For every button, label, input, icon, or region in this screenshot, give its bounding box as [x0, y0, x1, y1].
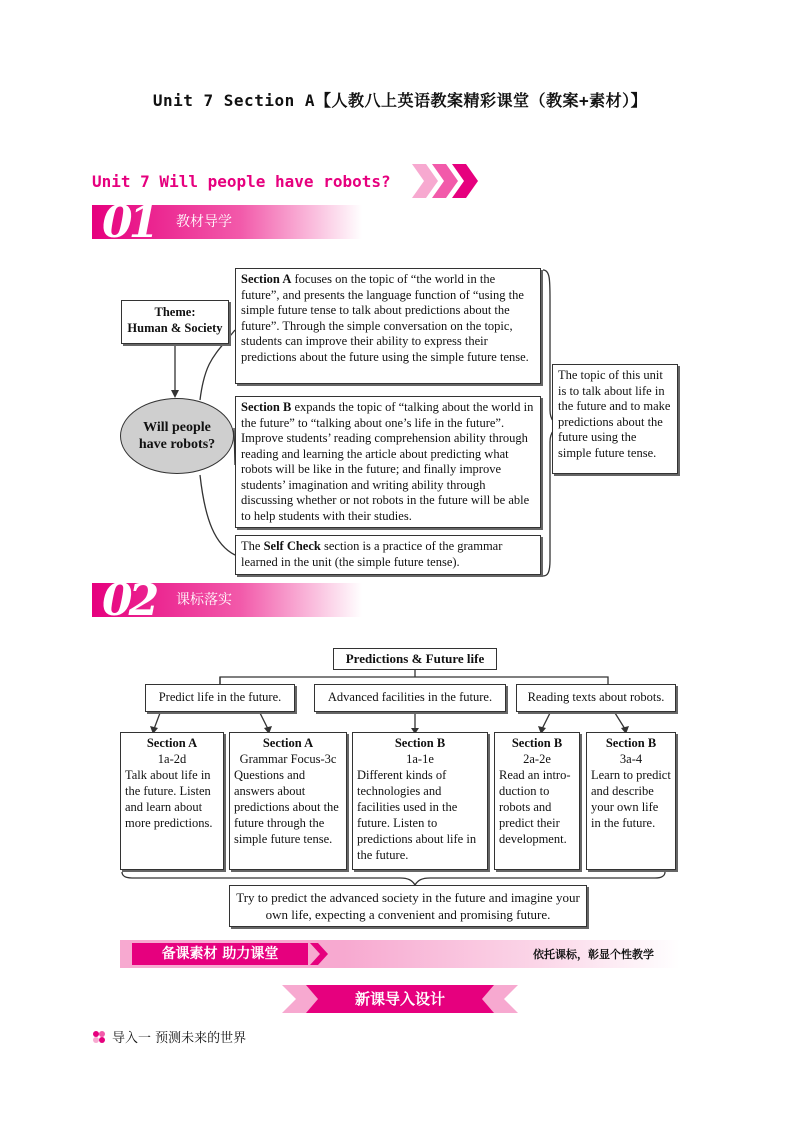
section-b-lead: Section B: [241, 400, 292, 414]
lesson-card-body: Read an intro-duction to robots and predict their development.: [499, 768, 571, 846]
self-check-text: section is a practice of the grammar learned in the unit (the simple future tense).: [241, 539, 503, 569]
section-band-02: [92, 575, 362, 626]
new-lesson-banner: 新课导入设计: [354, 990, 445, 1008]
section-a-text: focuses on the topic of “the world in the future”, and presents the language function of “using the simple future tense to talk about predictions about the future”. Through the simple conversation on the topic, students can improve their ability to express their predictions about the future using the simple future tense.: [241, 272, 529, 364]
lesson-card-section: Section A: [146, 736, 198, 750]
lesson-card-section: Section B: [605, 736, 657, 750]
lesson-card: [586, 732, 676, 870]
self-check-description: [235, 535, 541, 575]
lesson-card: [120, 732, 224, 870]
section-b-text: expands the topic of “talking about the world in the future” to “talking about one’s life in the future”. Improve students’ reading comprehension ability through reading and learning the article about predicting what robots will be like in the future; and finally improve students’ imagination and writing ability through discussing whether or not robots in the future will be able to help students with their studies.: [241, 400, 534, 523]
lesson-card-section: Section A: [262, 736, 314, 750]
flower-icon: [92, 1030, 106, 1044]
unit-topic-summary: The topic of this unit is to talk about life in the future and to make predictions about the future using the simple future tense.: [552, 364, 678, 474]
lesson-card-body: Talk about life in the future. Listen and learn about more predictions.: [125, 768, 213, 830]
theme-label: Theme:: [154, 305, 196, 319]
category-predict-life: Predict life in the future.: [145, 684, 295, 712]
section-b-description: [235, 396, 541, 528]
section-label: 教材导学: [176, 214, 232, 230]
document-title: Unit 7 Section A【人教八上英语教案精彩课堂（教案+素材）】: [152, 91, 648, 110]
lesson-card: [352, 732, 488, 870]
category-advanced-facilities: Advanced facilities in the future.: [314, 684, 506, 712]
self-check-pre: The: [241, 539, 264, 553]
lesson-card-section: Section B: [511, 736, 563, 750]
lesson-card-section: Section B: [394, 736, 446, 750]
lesson-card-body: Different kinds of technologies and facilities used in the future. Listen to predictions about life in the future.: [357, 768, 477, 862]
section-a-description: [235, 268, 541, 384]
prep-materials-tag: 备课素材 助力课堂: [132, 943, 308, 965]
center-question-line-2: have robots?: [138, 437, 216, 452]
lesson-card-range: 1a-2d: [157, 752, 187, 766]
center-question-line-1: Will people: [143, 420, 211, 435]
lesson-card-range: Grammar Focus-3c: [239, 752, 337, 766]
theme-value: Human & Society: [127, 320, 223, 335]
unit-title: Unit 7 Will people have robots?: [92, 172, 391, 191]
intro-text: 导入一 预测未来的世界: [112, 1031, 247, 1046]
section-label: 课标落实: [176, 592, 232, 608]
prep-materials-caption: 依托课标，彰显个性教学: [533, 948, 654, 961]
center-question-ellipse: [120, 398, 234, 474]
section-number: 02: [102, 575, 156, 626]
summary-box: Try to predict the advanced society in the future and imagine your own life, expecting a convenient and promising future.: [229, 885, 587, 927]
chevron-right-icon: [310, 943, 332, 965]
self-check-lead: Self Check: [263, 539, 321, 553]
lesson-card-range: 3a-4: [619, 752, 643, 766]
intro-line: [92, 1027, 246, 1046]
lesson-card: [229, 732, 347, 870]
lesson-card: [494, 732, 580, 870]
lesson-card-range: 1a-1e: [406, 752, 434, 766]
prep-materials-bar: [120, 940, 680, 968]
category-reading-texts: Reading texts about robots.: [516, 684, 676, 712]
section-number: 01: [102, 197, 156, 248]
predictions-title-box: Predictions & Future life: [333, 648, 497, 670]
section-band-01: [92, 197, 362, 248]
chevron-decoration-icon: [412, 164, 480, 198]
lesson-card-range: 2a-2e: [523, 752, 551, 766]
theme-box: [121, 300, 229, 344]
section-a-lead: Section A: [241, 272, 292, 286]
lesson-card-body: Questions and answers about predictions about the future through the simple future tense.: [234, 768, 339, 846]
lesson-card-body: Learn to predict and describe your own life in the future.: [591, 768, 671, 830]
